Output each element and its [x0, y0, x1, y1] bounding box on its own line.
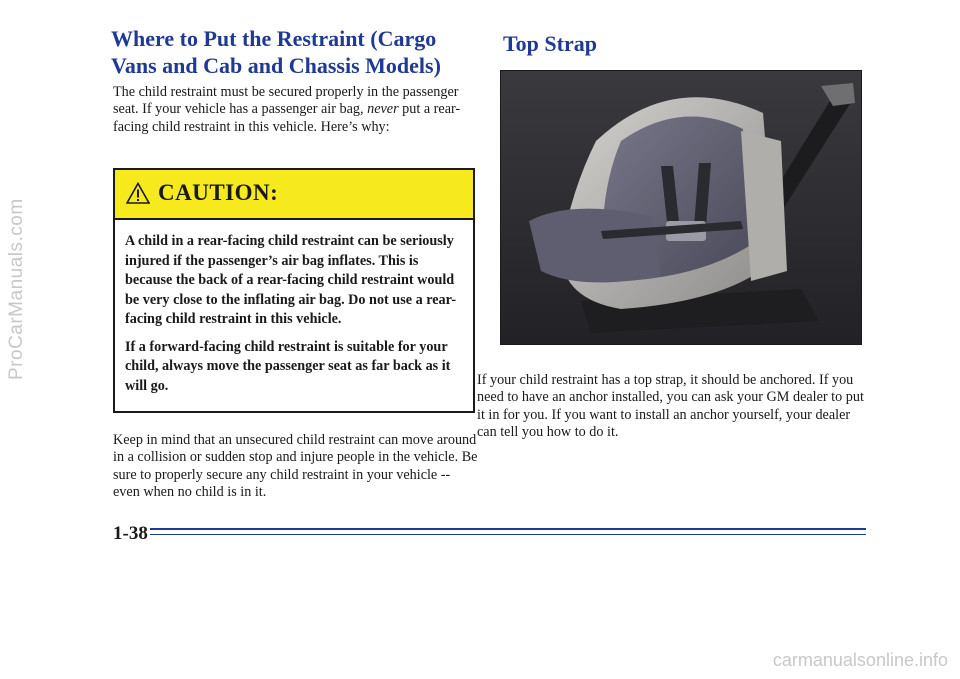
- side-watermark: ProCarManuals.com: [6, 198, 27, 380]
- warning-triangle-icon: [126, 182, 150, 204]
- footer-rule-thin: [150, 534, 866, 535]
- bottom-watermark: carmanualsonline.info: [772, 650, 948, 670]
- intro-emphasis: never: [367, 101, 399, 118]
- caution-title: CAUTION:: [158, 180, 279, 205]
- intro-text-part1: The child restraint must be secured properly in the passenger seat. If your vehicle has a passenger air bag,: [113, 84, 459, 118]
- section-heading-restraint-placement: Where to Put the Restraint (Cargo Vans and Cab and Chassis Models): [111, 26, 441, 78]
- page-number: 1-38: [113, 523, 148, 544]
- intro-paragraph: [113, 84, 478, 136]
- section-heading-top-strap: Top Strap: [503, 31, 597, 56]
- caution-box: [113, 168, 475, 413]
- caution-paragraph-forward-facing: If a forward-facing child restraint is suitable for your child, always move the passenger seat as far back as it will go.: [125, 338, 451, 394]
- child-seat-photo: [500, 70, 862, 345]
- closing-paragraph: Keep in mind that an unsecured child restraint can move around in a collision or sudden stop and injure people in the vehicle. Be sure to properly secure any child restraint in your vehicle -- even when no child is in it.: [113, 432, 478, 501]
- child-seat-illustration: [501, 71, 861, 344]
- caution-body: [125, 232, 465, 404]
- footer-rule-thick: [150, 528, 866, 530]
- top-strap-paragraph: If your child restraint has a top strap, it should be anchored. If you need to have an anchor installed, you can ask your GM dealer to put it in for you. If you want to install an anchor yourself, your dealer can tell you how to do it.: [477, 372, 864, 441]
- footer-rule: [150, 528, 866, 538]
- caution-paragraph-airbag: A child in a rear-facing child restraint can be seriously injured if the passenger’s air bag inflates. This is because the back of a rear-facing child restraint would be very close to the inflating air bag. Do not use a rear-facing child restraint in this vehicle.: [125, 233, 457, 327]
- caution-header: [115, 170, 473, 220]
- intro-text-part2: put a rear-facing child restraint in this vehicle. Here’s why:: [113, 101, 461, 135]
